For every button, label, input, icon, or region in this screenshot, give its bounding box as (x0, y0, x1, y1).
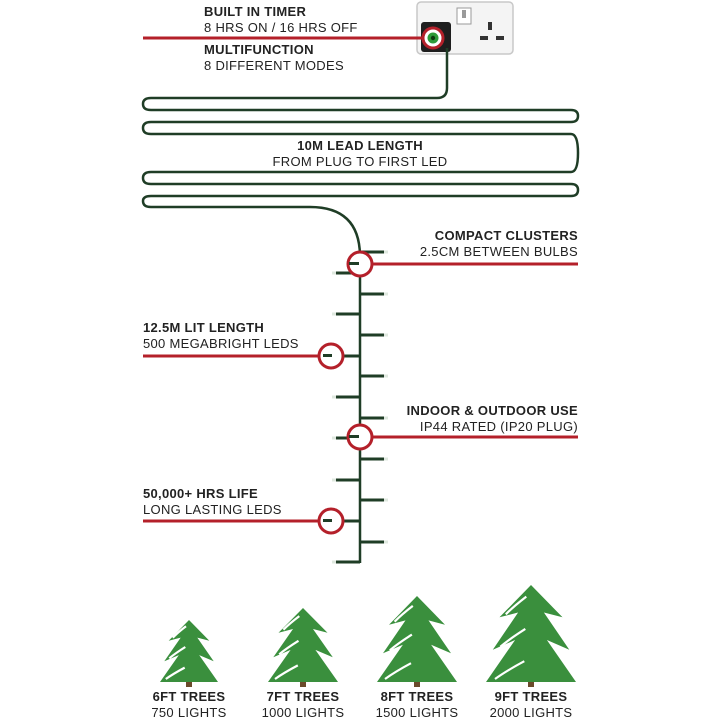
tree-lights: 1000 LIGHTS (261, 705, 345, 720)
led-bulb (384, 541, 388, 544)
tree-trunk (300, 682, 306, 687)
tree-body (377, 596, 457, 682)
lead-title: 10M LEAD LENGTH (297, 138, 423, 153)
tree-body (268, 608, 338, 682)
christmas-tree-icon (486, 585, 576, 687)
lit-subtitle: 500 MEGABRIGHT LEDS (143, 336, 299, 351)
timer-title: BUILT IN TIMER (204, 4, 307, 19)
outdoor-title: INDOOR & OUTDOOR USE (406, 403, 578, 418)
tree-lights: 1500 LIGHTS (375, 705, 459, 720)
led-bulb (332, 437, 336, 440)
tree-lights: 2000 LIGHTS (489, 705, 573, 720)
callout-lead (240, 138, 480, 170)
tree-body (486, 585, 576, 682)
timer-subtitle: 8 HRS ON / 16 HRS OFF (204, 20, 358, 35)
led-bulb (332, 396, 336, 399)
tree-size: 7FT TREES (266, 689, 340, 704)
tree-lights: 750 LIGHTS (151, 705, 227, 720)
led-bulb (384, 458, 388, 461)
christmas-tree-icon (160, 620, 218, 687)
callout-lit (143, 320, 299, 352)
lit-title: 12.5M LIT LENGTH (143, 320, 265, 335)
led-bulb (332, 561, 336, 564)
lead-subtitle: FROM PLUG TO FIRST LED (272, 154, 448, 169)
tree-trunk (186, 682, 192, 687)
callout-timer (204, 4, 358, 36)
outdoor-subtitle: IP44 RATED (IP20 PLUG) (419, 419, 578, 434)
tree-trunk (414, 682, 420, 687)
led-bulb (384, 334, 388, 337)
life-subtitle: LONG LASTING LEDS (143, 502, 282, 517)
callout-life (143, 486, 282, 518)
tree-size: 6FT TREES (152, 689, 226, 704)
led-bulb (332, 479, 336, 482)
led-bulb (384, 293, 388, 296)
led-bulb (332, 313, 336, 316)
tree-size: 8FT TREES (380, 689, 454, 704)
tree-label-6ft (124, 689, 254, 720)
tree-size: 9FT TREES (494, 689, 568, 704)
tree-label-7ft (238, 689, 368, 720)
clusters-subtitle: 2.5CM BETWEEN BULBS (419, 244, 578, 259)
led-bulb (332, 272, 336, 275)
clusters-title: COMPACT CLUSTERS (434, 228, 578, 243)
callout-rings (319, 28, 443, 533)
tree-trunk (528, 682, 534, 687)
tree-body (160, 620, 218, 682)
callout-modes (204, 42, 344, 74)
tree-label-8ft (352, 689, 482, 720)
callout-outdoor (380, 403, 578, 435)
callout-clusters (380, 228, 578, 260)
tree-icons (160, 585, 576, 687)
plug-indicator-icon (428, 33, 439, 44)
christmas-tree-icon (377, 596, 457, 687)
life-title: 50,000+ HRS LIFE (143, 486, 258, 501)
tree-label-9ft (466, 689, 596, 720)
christmas-tree-icon (268, 608, 338, 687)
modes-subtitle: 8 DIFFERENT MODES (204, 58, 344, 73)
modes-title: MULTIFUNCTION (204, 42, 314, 57)
led-bulb (384, 499, 388, 502)
led-bulb (384, 375, 388, 378)
ring-led-dots (323, 262, 359, 522)
